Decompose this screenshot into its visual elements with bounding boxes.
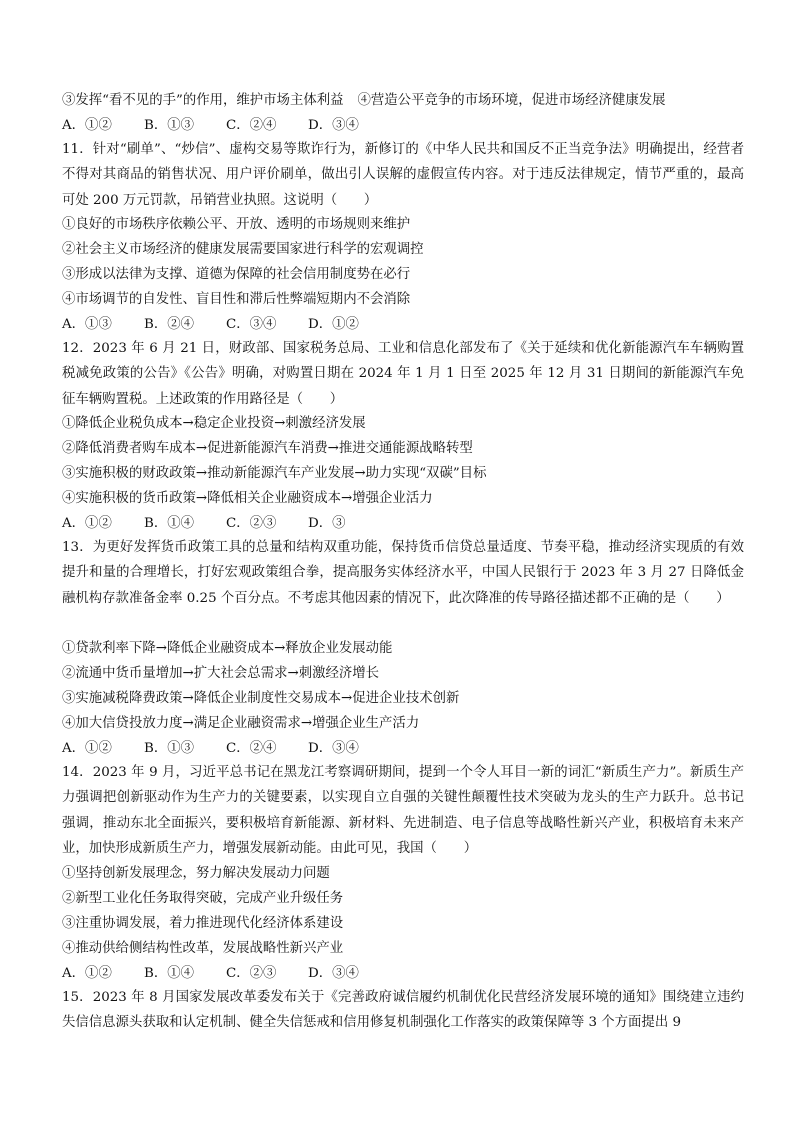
q14-options bbox=[62, 965, 359, 983]
q13-item-3: ③实施减税降费政策→降低企业制度性交易成本→促进企业技术创新 bbox=[62, 691, 460, 706]
q11-option-c: C．③④ bbox=[226, 317, 277, 332]
q11-options bbox=[62, 316, 359, 334]
q13-options bbox=[62, 740, 359, 758]
q12-options bbox=[62, 515, 346, 533]
q14-option-a: A．①② bbox=[62, 966, 112, 981]
q13-option-d: D．③④ bbox=[308, 741, 359, 756]
q10-option-c: C．②④ bbox=[226, 118, 277, 133]
q10-item-3: ③发挥“看不见的手”的作用，维护市场主体利益 bbox=[62, 93, 344, 108]
q11-item-4: ④市场调节的自发性、盲目性和滞后性弊端短期内不会消除 bbox=[62, 292, 411, 307]
q14-item-1: ①坚持创新发展理念，努力解决发展动力问题 bbox=[62, 866, 330, 881]
q13-item-4: ④加大信贷投放力度→满足企业融资需求→增强企业生产活力 bbox=[62, 716, 420, 731]
q14-item-2: ②新型工业化任务取得突破，完成产业升级任务 bbox=[62, 891, 344, 906]
q10-option-d: D．③④ bbox=[308, 118, 359, 133]
q14-option-d: D．③④ bbox=[308, 966, 359, 981]
q13-option-c: C．②④ bbox=[226, 741, 277, 756]
q10-item-4: ④营造公平竞争的市场环境，促进市场经济健康发展 bbox=[357, 93, 666, 108]
q13-item-1: ①贷款利率下降→降低企业融资成本→释放企业发展动能 bbox=[62, 641, 393, 656]
q11-item-2: ②社会主义市场经济的健康发展需要国家进行科学的宏观调控 bbox=[62, 242, 424, 257]
q13-item-2: ②流通中货币量增加→扩大社会总需求→刺激经济增长 bbox=[62, 666, 380, 681]
q14-option-b: B．①④ bbox=[144, 966, 195, 981]
q10-options bbox=[62, 117, 359, 135]
q11-stem: 11．针对“刷单”、“炒信”、虚构交易等欺诈行为，新修订的《中华人民共和国反不正当竞争法》明确提出，经营者不得对其商品的销售状况、用户评价刷单，做出引人误解的虚假宣传内容。对于违反法律规定，情节严重的，最高可处 200 万元罚款，吊销营业执照。这说明（ ） bbox=[62, 142, 744, 208]
q12-stem: 12．2023 年 6 月 21 日，财政部、国家税务总局、工业和信息化部发布了《关于延续和优化新能源汽车车辆购置税减免政策的公告》《公告》明确，对购置日期在 2024 年 1 月 1 日至 2025 年 12 月 31 日期间的新能源汽车免征车辆购置税。上述政策的作用路径是（ ） bbox=[62, 341, 744, 407]
q11-item-1: ①良好的市场秩序依赖公平、开放、透明的市场规则来维护 bbox=[62, 217, 411, 232]
q10-option-a: A．①② bbox=[62, 118, 112, 133]
q12-item-3: ③实施积极的财政政策→推动新能源汽车产业发展→助力实现“双碳”目标 bbox=[62, 466, 487, 481]
q12-option-d: D．③ bbox=[308, 516, 346, 531]
q12-option-c: C．②③ bbox=[226, 516, 277, 531]
q11-item-3: ③形成以法律为支撑、道德为保障的社会信用制度势在必行 bbox=[62, 267, 411, 282]
q12-option-b: B．①④ bbox=[144, 516, 195, 531]
q14-item-3: ③注重协调发展，着力推进现代化经济体系建设 bbox=[62, 916, 344, 931]
q12-item-4: ④实施积极的货币政策→降低相关企业融资成本→增强企业活力 bbox=[62, 491, 433, 506]
q14-stem: 14．2023 年 9 月，习近平总书记在黑龙江考察调研期间，提到一个令人耳目一新的词汇“新质生产力”。新质生产力强调把创新驱动作为生产力的关键要素，以实现自立自强的关键性颠覆性技术突破为龙头的生产力跃升。总书记强调，推动东北全面振兴，要积极培育新能源、新材料、先进制造、电子信息等战略性新兴产业，积极培育未来产业，加快形成新质生产力，增强发展新动能。由此可见，我国（ ） bbox=[62, 765, 744, 856]
q13-stem: 13．为更好发挥货币政策工具的总量和结构双重功能，保持货币信贷总量适度、节奏平稳，推动经济实现质的有效提升和量的合理增长，打好宏观政策组合拳，提高服务实体经济水平，中国人民银行于 2023 年 3 月 27 日降低金融机构存款准备金率 0.25 个百分点。不考虑其他因素的情况下，此次降准的传导路径描述都不正确的是（ ） bbox=[62, 540, 744, 606]
q13-option-a: A．①② bbox=[62, 741, 112, 756]
q15-stem: 15．2023 年 8 月国家发展改革委发布关于《完善政府诚信履约机制优化民营经济发展环境的通知》围绕建立违约失信信息源头获取和认定机制、健全失信惩戒和信用修复机制强化工作落实的政策保障等 3 个方面提出 9 bbox=[62, 990, 744, 1031]
q12-item-2: ②降低消费者购车成本→促进新能源汽车消费→推进交通能源战略转型 bbox=[62, 441, 473, 456]
q11-option-a: A．①③ bbox=[62, 317, 112, 332]
q11-option-d: D．①② bbox=[308, 317, 359, 332]
q14-item-4: ④推动供给侧结构性改革，发展战略性新兴产业 bbox=[62, 941, 344, 956]
q12-option-a: A．①② bbox=[62, 516, 112, 531]
q12-item-1: ①降低企业税负成本→稳定企业投资→刺激经济发展 bbox=[62, 416, 366, 431]
q10-items-line bbox=[62, 92, 666, 110]
q13-option-b: B．①③ bbox=[144, 741, 195, 756]
q11-option-b: B．②④ bbox=[144, 317, 195, 332]
q14-option-c: C．②③ bbox=[226, 966, 277, 981]
q10-option-b: B．①③ bbox=[144, 118, 195, 133]
